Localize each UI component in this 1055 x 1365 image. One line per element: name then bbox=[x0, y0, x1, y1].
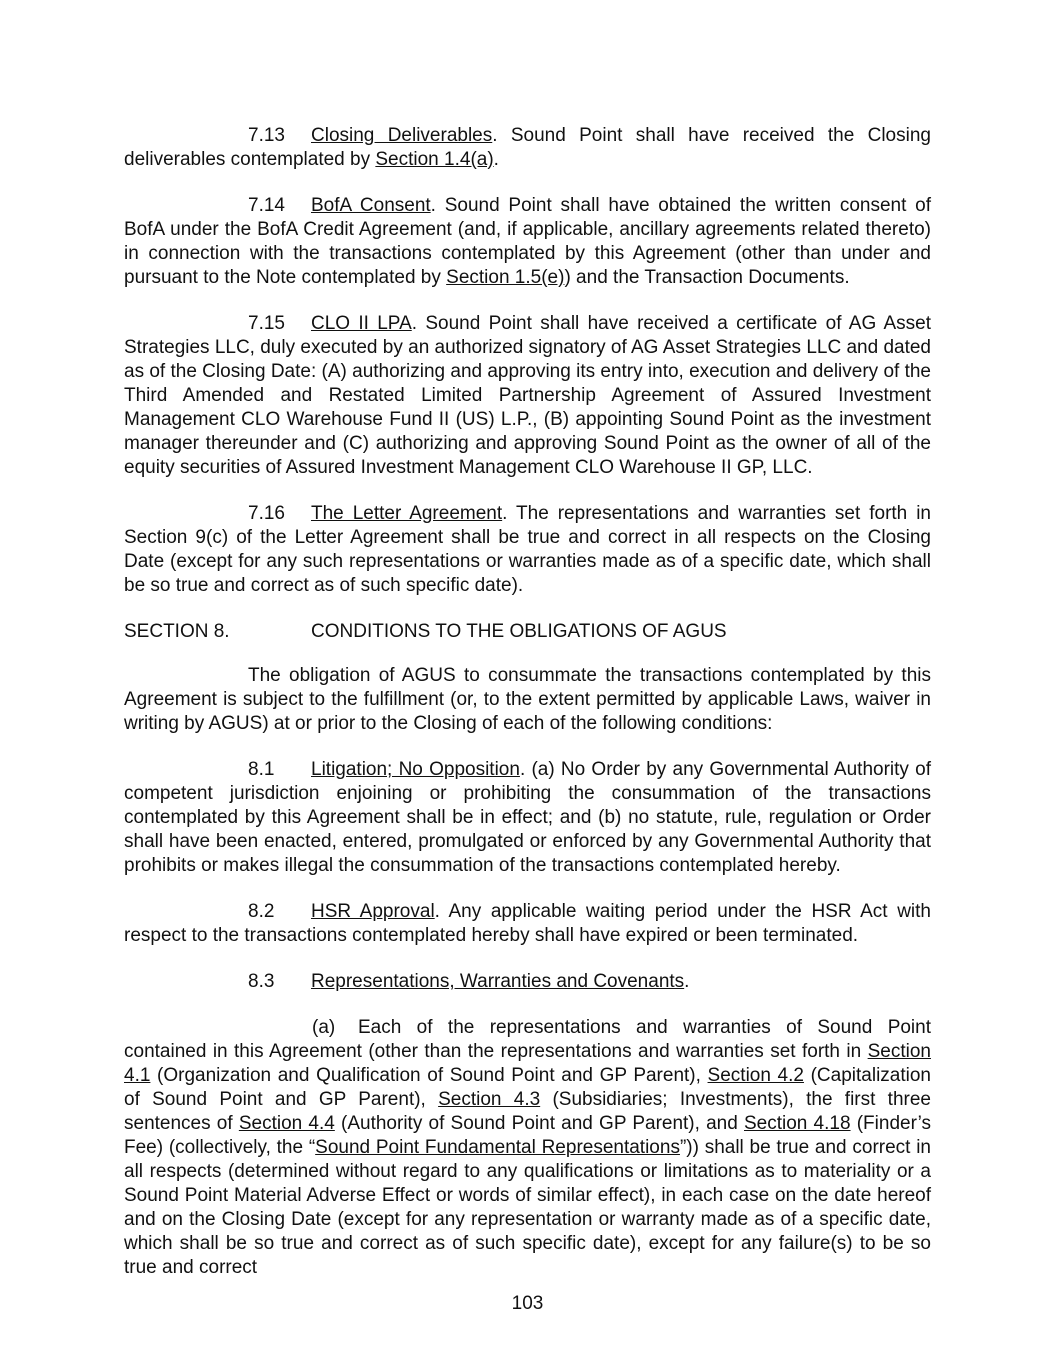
section-7-13 bbox=[124, 124, 931, 172]
text-segment: . (a) No Order by any Governmental Authority of competent jurisdiction enjoining or prohibiting the consummation of the transactions contemplated by this Agreement shall be in effect; and (b) no statute, rule, regulation or Order shall have been enacted, entered, promulgated or enforced by any Governmental Authority that prohibits or makes illegal the consummation of the transactions contemplated hereby. bbox=[124, 759, 931, 876]
section-8-3 bbox=[124, 970, 931, 994]
page-body bbox=[124, 124, 931, 1280]
section-8-heading bbox=[124, 620, 931, 644]
section-reference: Section 4.2 bbox=[707, 1065, 804, 1086]
text-segment: . Any applicable waiting period under the HSR Act with respect to the transactions contemplated hereby shall have expired or been terminated. bbox=[124, 901, 931, 946]
text-segment: (Authority of Sound Point and GP Parent), and bbox=[334, 1113, 744, 1134]
page-number: 103 bbox=[511, 1293, 544, 1314]
text-segment: ”)) shall be true and correct in all respects (determined without regard to any qualifications or limitations as to materiality or a Sound Point Material Adverse Effect or words of similar effect), in each case on the date hereof and on the Closing Date (except for any representation or warranty made as of a specific date, which shall be so true and correct as of such specific date), except for any failure(s) to be so true and correct bbox=[124, 1137, 931, 1278]
section-7-16 bbox=[124, 502, 931, 598]
section-title: Litigation; No Opposition bbox=[311, 759, 520, 780]
section-title: HSR Approval bbox=[311, 901, 435, 922]
section-7-14 bbox=[124, 194, 931, 290]
section-reference: Section 4.4 bbox=[238, 1113, 335, 1134]
text-segment: (Finder’s Fee) (collectively, the “ bbox=[124, 1113, 931, 1158]
section-number: 7.15 bbox=[248, 313, 285, 334]
section-title: CLO II LPA bbox=[311, 313, 412, 334]
text-segment: ) and the Transaction Documents. bbox=[564, 267, 850, 288]
text-segment: . Sound Point shall have received a certificate of AG Asset Strategies LLC, duly executed by an authorized signatory of AG Asset Strategies LLC and dated as of the Closing Date: (A) authorizing and approving its entry into, execution and delivery of the Third Amended and Restated Limited Partnership Agreement of Assured Investment Management CLO Warehouse Fund II (US) L.P., (B) appointing Sound Point as the investment manager thereunder and (C) authorizing and approving Sound Point as the owner of all of the equity securities of Assured Investment Management CLO Warehouse II GP, LLC. bbox=[124, 313, 932, 478]
text-segment: . bbox=[493, 149, 499, 170]
clause-label: (a) bbox=[312, 1017, 336, 1038]
section-reference: Section 1.4(a) bbox=[375, 149, 494, 170]
section-reference: Section 4.18 bbox=[744, 1113, 851, 1134]
section-8-title: CONDITIONS TO THE OBLIGATIONS OF AGUS bbox=[311, 621, 727, 642]
section-8-1 bbox=[124, 758, 931, 878]
text-segment: . Sound Point shall have received the Closing deliverables contemplated by bbox=[124, 125, 931, 170]
section-7-15 bbox=[124, 312, 931, 480]
section-reference: Section 4.1 bbox=[124, 1041, 931, 1086]
text-segment: (Organization and Qualification of Sound Point and GP Parent), bbox=[150, 1065, 708, 1086]
section-8-label: SECTION 8. bbox=[124, 621, 230, 642]
text-segment: (Capitalization of Sound Point and GP Parent), bbox=[124, 1065, 931, 1110]
section-reference: Section 4.3 bbox=[438, 1089, 541, 1110]
section-title: Closing Deliverables bbox=[311, 125, 493, 146]
section-number: 8.3 bbox=[248, 971, 275, 992]
text-segment: . Sound Point shall have obtained the written consent of BofA under the BofA Credit Agreement (and, if applicable, ancillary agreements related thereto) in connection with the transactions contemplated by this Agreement (other than under and pursuant to the Note contemplated by bbox=[124, 195, 931, 288]
section-8-intro: The obligation of AGUS to consummate the transactions contemplated by this Agreement is subject to the fulfillment (or, to the extent permitted by applicable Laws, waiver in writing by AGUS) at or prior to the Closing of each of the following conditions: bbox=[124, 665, 931, 734]
section-number: 7.14 bbox=[248, 195, 285, 216]
section-8-3-a bbox=[124, 1016, 931, 1280]
section-title: Representations, Warranties and Covenants bbox=[311, 971, 685, 992]
text-segment: Each of the representations and warranties of Sound Point contained in this Agreement (other than the representations and warranties set forth in bbox=[124, 1017, 931, 1062]
section-number: 8.2 bbox=[248, 901, 275, 922]
section-title: The Letter Agreement bbox=[311, 503, 503, 524]
text-segment: . bbox=[684, 971, 690, 992]
text-segment: . The representations and warranties set forth in Section 9(c) of the Letter Agreement shall be true and correct in all respects on the Closing Date (except for any such representations or warranties made as of a specific date, which shall be so true and correct as of such specific date). bbox=[124, 503, 931, 596]
section-number: 7.16 bbox=[248, 503, 285, 524]
section-number: 8.1 bbox=[248, 759, 275, 780]
section-8-2 bbox=[124, 900, 931, 948]
text-segment: (Subsidiaries; Investments), the first three sentences of bbox=[124, 1089, 931, 1134]
defined-term: Sound Point Fundamental Representations bbox=[315, 1137, 680, 1158]
section-reference: Section 1.5(e) bbox=[446, 267, 565, 288]
section-title: BofA Consent bbox=[311, 195, 431, 216]
section-number: 7.13 bbox=[248, 125, 285, 146]
